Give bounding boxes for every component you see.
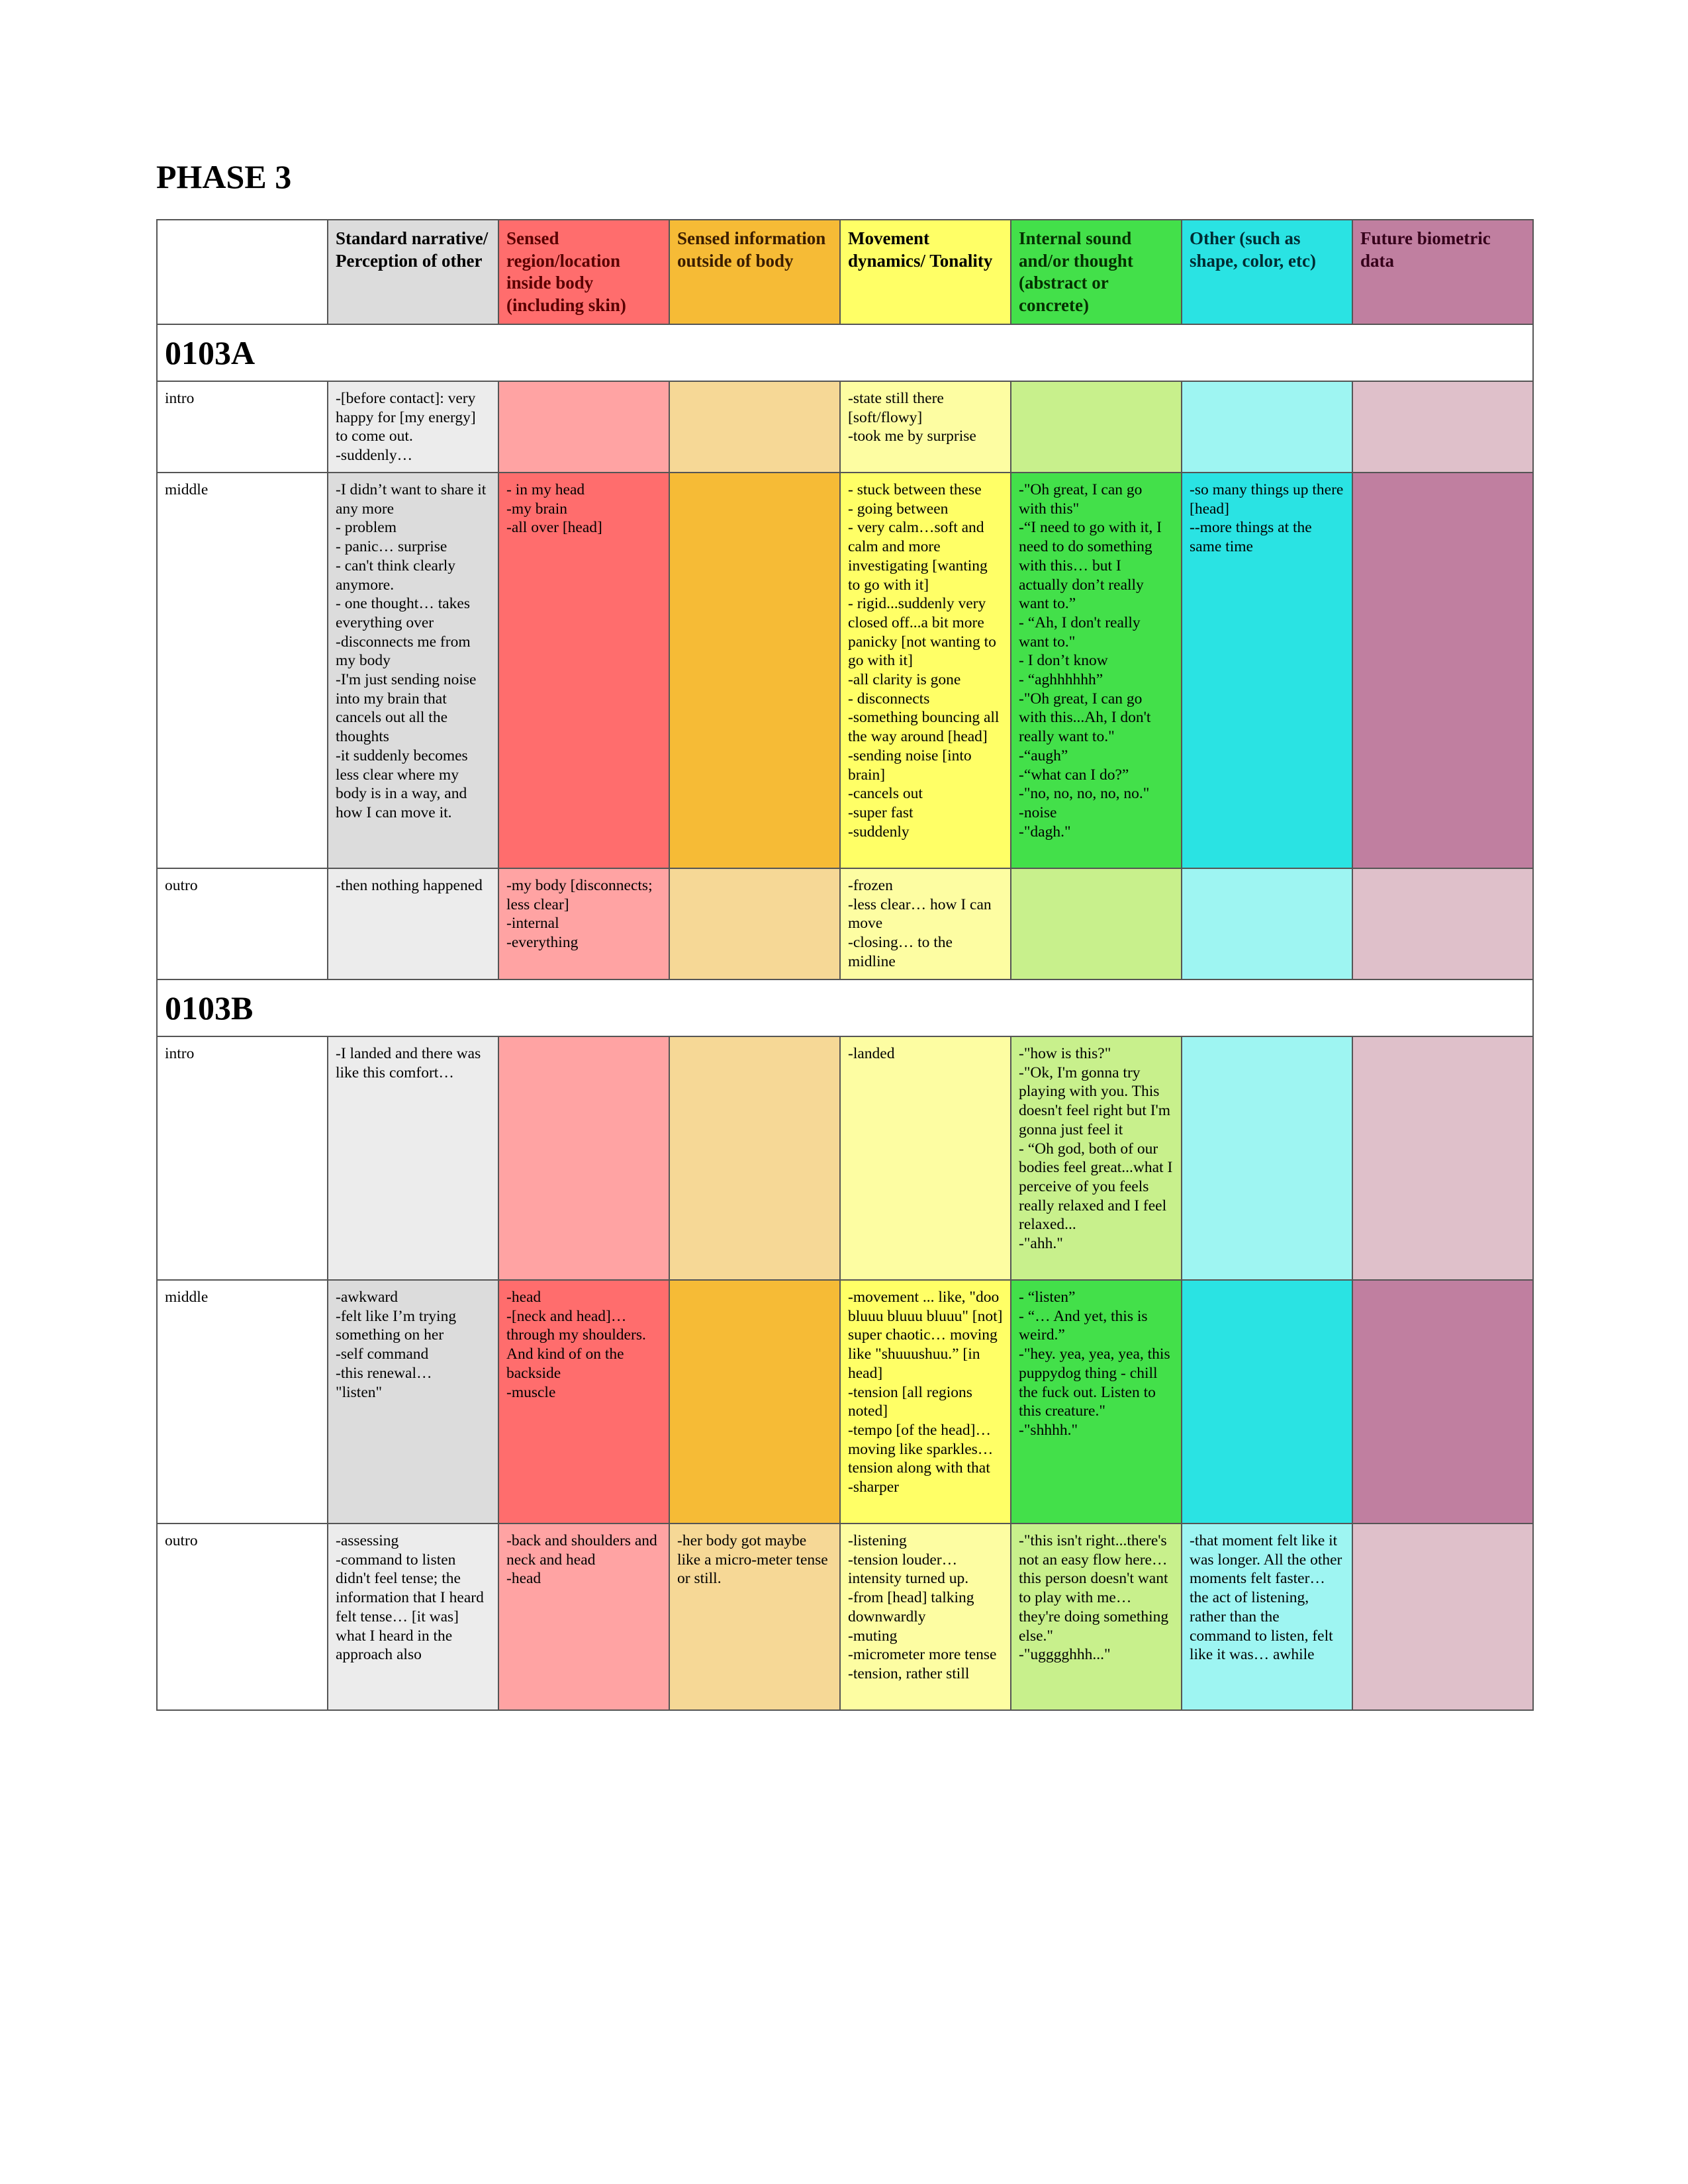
header-standard-narrative: Standard narrative/ Perception of other [328, 220, 498, 324]
cell-movement: - stuck between these - going between - very calm…soft and calm and more investigating [wanting to go with it] - rigid...suddenly very closed off...a bit more panicky [not wanting to go with it] -all clarity is gone - disconnects -something bouncing all the way around [head] -sending noise [into brain] -cancels out -super fast -suddenly [840, 473, 1011, 868]
phase-label: middle [157, 1280, 328, 1524]
cell-sensed-outside [669, 868, 840, 979]
cell-standard-narrative: -[before contact]: very happy for [my energy] to come out. -suddenly… [328, 381, 498, 473]
cell-other [1182, 1280, 1352, 1524]
cell-standard-narrative: -I didn’t want to share it any more - problem - panic… surprise - can't think clearly anymore. - one thought… takes everything over -disconnects me from my body -I'm just sending noise into my brain that cancels out all the thoughts -it suddenly becomes less clear where my body is in a way, and how I can move it. [328, 473, 498, 868]
header-internal-sound: Internal sound and/or thought (abstract or concrete) [1011, 220, 1182, 324]
section-title: 0103B [157, 979, 1533, 1036]
cell-sensed-inside: -head -[neck and head]… through my shoulders. And kind of on the backside -muscle [498, 1280, 669, 1524]
table-row [157, 381, 1533, 473]
cell-internal-sound: -"Oh great, I can go with this" -“I need to go with it, I need to do something with this… but I actually don’t really want to.” - “Ah, I don't really want to." - I don’t know - “aghhhhhh” -"Oh great, I can go with this...Ah, I don't really want to." -“augh” -“what can I do?” -"no, no, no, no, no." -noise -"dagh." [1011, 473, 1182, 868]
header-movement: Movement dynamics/ Tonality [840, 220, 1011, 324]
cell-other: -so many things up there [head] --more things at the same time [1182, 473, 1352, 868]
cell-movement: -frozen -less clear… how I can move -closing… to the midline [840, 868, 1011, 979]
cell-sensed-inside [498, 1036, 669, 1280]
table-row [157, 868, 1533, 979]
table-row [157, 473, 1533, 868]
header-sensed-outside: Sensed information outside of body [669, 220, 840, 324]
table-row [157, 1036, 1533, 1280]
cell-sensed-outside [669, 381, 840, 473]
phase-label: outro [157, 868, 328, 979]
phase-label: intro [157, 381, 328, 473]
page-title: PHASE 3 [156, 158, 292, 195]
section-heading-0103b [157, 979, 1533, 1036]
cell-biometric [1352, 868, 1533, 979]
cell-sensed-outside [669, 473, 840, 868]
table-row [157, 1280, 1533, 1524]
header-corner [157, 220, 328, 324]
cell-internal-sound: -"this isn't right...there's not an easy flow here… this person doesn't want to play with me… they're doing something else." -"ugggghhh..." [1011, 1524, 1182, 1710]
cell-sensed-inside: -my body [disconnects; less clear] -internal -everything [498, 868, 669, 979]
cell-standard-narrative: -assessing -command to listen didn't feel tense; the information that I heard felt tense… [it was] what I heard in the approach also [328, 1524, 498, 1710]
cell-biometric [1352, 473, 1533, 868]
header-biometric: Future biometric data [1352, 220, 1533, 324]
section-title: 0103A [157, 324, 1533, 381]
section-heading-0103a [157, 324, 1533, 381]
table-row [157, 1524, 1533, 1710]
header-row [157, 220, 1533, 324]
cell-biometric [1352, 381, 1533, 473]
phase-label: outro [157, 1524, 328, 1710]
cell-other [1182, 868, 1352, 979]
cell-sensed-outside [669, 1280, 840, 1524]
cell-internal-sound [1011, 868, 1182, 979]
cell-movement: -state still there [soft/flowy] -took me by surprise [840, 381, 1011, 473]
cell-sensed-inside: -back and shoulders and neck and head -head [498, 1524, 669, 1710]
cell-sensed-inside: - in my head -my brain -all over [head] [498, 473, 669, 868]
header-sensed-inside: Sensed region/location inside body (including skin) [498, 220, 669, 324]
cell-biometric [1352, 1524, 1533, 1710]
cell-standard-narrative: -awkward -felt like I’m trying something on her -self command -this renewal… "listen" [328, 1280, 498, 1524]
cell-sensed-inside [498, 381, 669, 473]
phase-label: intro [157, 1036, 328, 1280]
cell-internal-sound: - “listen” - “… And yet, this is weird.” -"hey. yea, yea, yea, this puppydog thing - chill the fuck out. Listen to this creature." -"shhhh." [1011, 1280, 1182, 1524]
cell-internal-sound [1011, 381, 1182, 473]
cell-other: -that moment felt like it was longer. All the other moments felt faster… the act of listening, rather than the command to listen, felt like it was… awhile [1182, 1524, 1352, 1710]
cell-biometric [1352, 1036, 1533, 1280]
header-other: Other (such as shape, color, etc) [1182, 220, 1352, 324]
cell-standard-narrative: -then nothing happened [328, 868, 498, 979]
cell-movement: -landed [840, 1036, 1011, 1280]
cell-internal-sound: -"how is this?" -"Ok, I'm gonna try playing with you. This doesn't feel right but I'm gonna just feel it - “Oh god, both of our bodies feel great...what I perceive of you feels really relaxed and I feel relaxed... -"ahh." [1011, 1036, 1182, 1280]
cell-movement: -listening -tension louder… intensity turned up. -from [head] talking downwardly -muting -micrometer more tense -tension, rather still [840, 1524, 1011, 1710]
phase-table [156, 219, 1534, 1711]
cell-other [1182, 381, 1352, 473]
cell-movement: -movement ... like, "doo bluuu bluuu bluuu" [not] super chaotic… moving like "shuuushuu.” [in head] -tension [all regions noted] -tempo [of the head]… moving like sparkles… tension along with that -sharper [840, 1280, 1011, 1524]
phase-label: middle [157, 473, 328, 868]
cell-biometric [1352, 1280, 1533, 1524]
cell-standard-narrative: -I landed and there was like this comfort… [328, 1036, 498, 1280]
cell-other [1182, 1036, 1352, 1280]
cell-sensed-outside: -her body got maybe like a micro-meter tense or still. [669, 1524, 840, 1710]
cell-sensed-outside [669, 1036, 840, 1280]
